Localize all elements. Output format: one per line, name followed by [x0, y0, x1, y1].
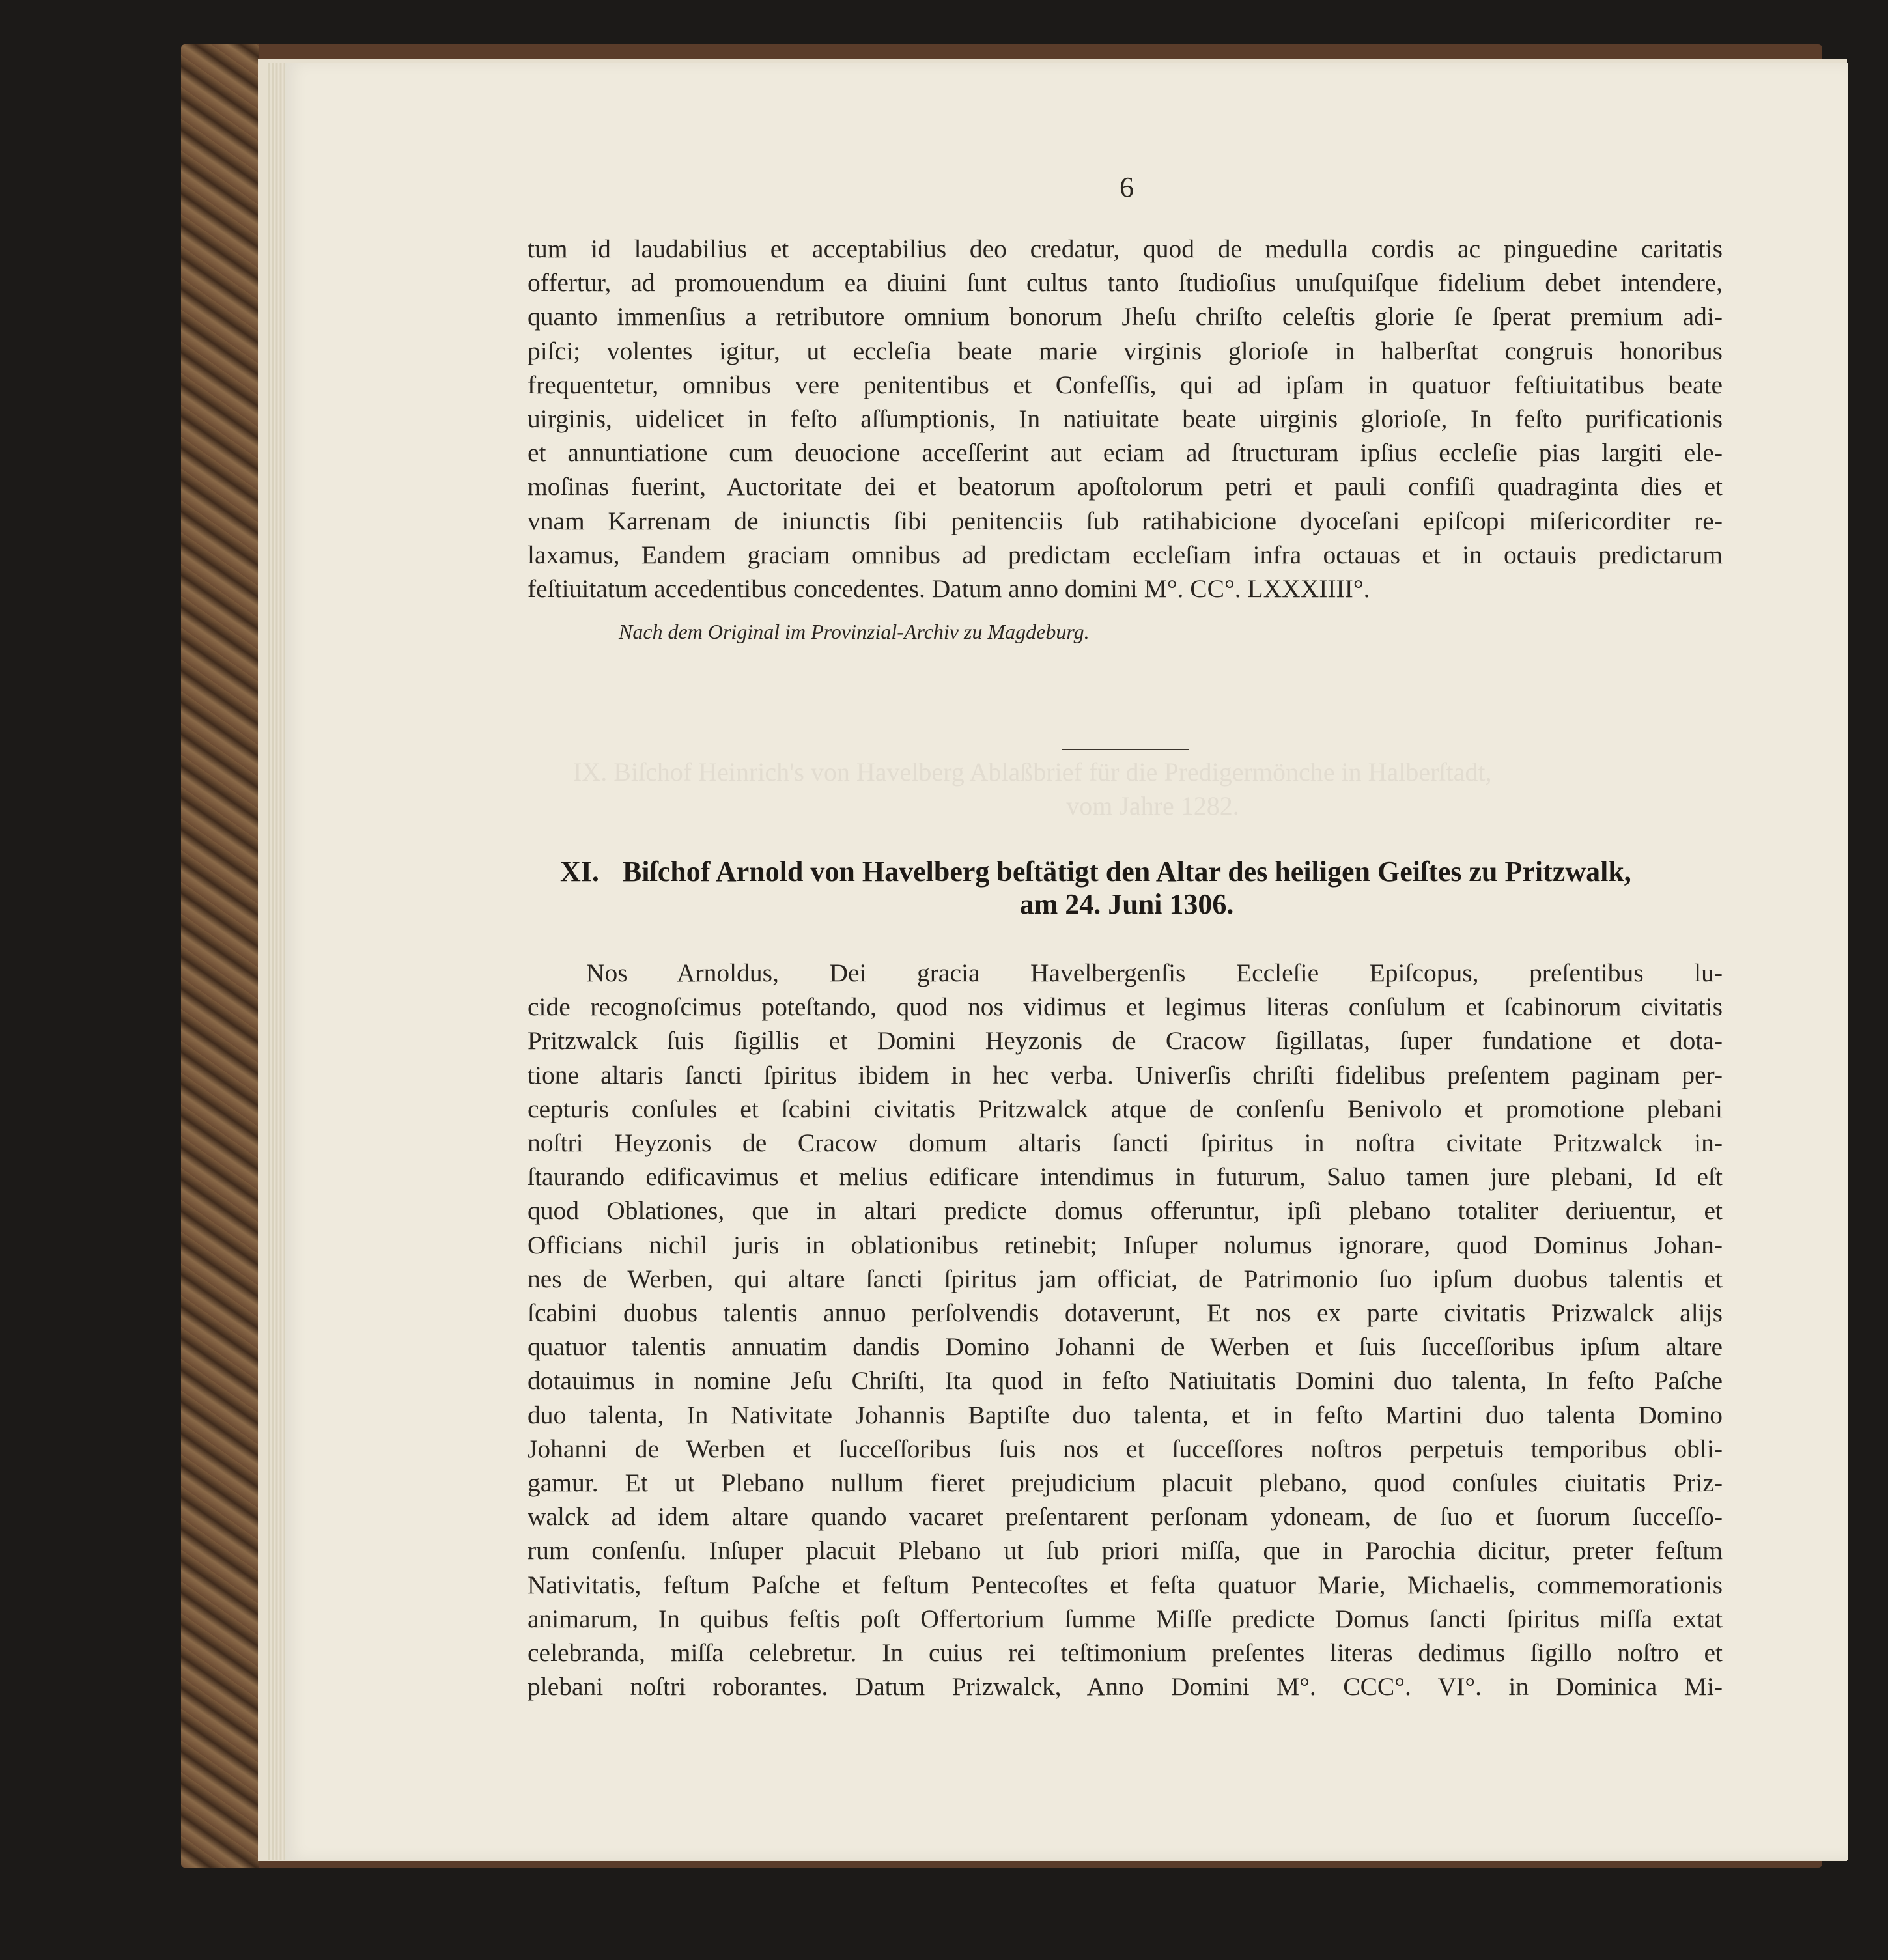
- section-heading: [560, 856, 1719, 921]
- text-line: moſinas fuerint, Auctoritate dei et beatorum apoſtolorum petri et pauli confiſi quadraginta dies et: [528, 472, 1723, 501]
- text-line: Johanni de Werben et ſucceſſoribus ſuis nos et ſucceſſores noſtros perpetuis temporibus obli-: [528, 1434, 1723, 1463]
- text-line: animarum, In quibus feſtis poſt Offertorium ſumme Miſſe predicte Domus ſancti ſpiritus miſſa extat: [528, 1604, 1723, 1633]
- page-number: 6: [1120, 171, 1134, 203]
- text-line: gamur. Et ut Plebano nullum fieret prejudicium placuit plebano, quod conſules ciuitatis Priz-: [528, 1468, 1723, 1498]
- text-line: et annuntiatione cum deuocione acceſſerint aut eciam ad ſtructuram ipſius eccleſie pias largiti ele-: [528, 438, 1723, 468]
- text-line: cide recognoſcimus poteſtando, quod nos vidimus et legimus literas conſulum et ſcabinorum civitatis: [528, 992, 1723, 1022]
- text-line: Nos Arnoldus, Dei gracia Havelbergenſis Eccleſie Epiſcopus, preſentibus lu-: [586, 959, 1723, 987]
- text-line: frequentetur, omnibus vere penitentibus et Confeſſis, qui ad ipſam in quatuor feſtiuitatibus beate: [528, 370, 1723, 399]
- text-line: ſtaurando edificavimus et melius edificare intendimus in futurum, Saluo tamen jure plebani, Id eſt: [528, 1162, 1723, 1192]
- text-line: laxamus, Eandem graciam omnibus ad predictam eccleſiam infra octauas et in octauis predictarum: [528, 540, 1723, 569]
- text-line: feſtiuitatum accedentibus concedentes. Datum anno domini M°. CC°. LXXXIIII°.: [528, 574, 1370, 604]
- section-divider: [1062, 749, 1189, 750]
- text-line: Officians nichil juris in oblationibus retinebit; Inſuper nolumus ignorare, quod Dominus Johan-: [528, 1230, 1723, 1259]
- section-heading-line1: [560, 856, 1719, 888]
- text-line: cepturis conſules et ſcabini civitatis Pritzwalck atque de conſenſu Benivolo et promotione plebani: [528, 1094, 1723, 1123]
- marbled-board: [181, 44, 259, 1868]
- text-line: offertur, ad promouendum ea diuini ſunt cultus tanto ſtudioſius unuſquiſque fidelium debet intendere,: [528, 268, 1723, 298]
- text-line: plebani noſtri roborantes. Datum Prizwalck, Anno Domini M°. CCC°. VI°. in Dominica Mi-: [528, 1672, 1723, 1701]
- text-line: Pritzwalck ſuis ſigillis et Domini Heyzonis de Cracow ſigillatas, ſuper fundatione et dota-: [528, 1026, 1723, 1056]
- text-line: rum conſenſu. Inſuper placuit Plebano ut ſub priori miſſa, que in Parochia dicitur, preter feſtum: [528, 1536, 1723, 1565]
- text-line: dotauimus in nomine Jeſu Chriſti, Ita quod in feſto Natiuitatis Domini duo talenta, In feſto Paſche: [528, 1366, 1723, 1395]
- text-line: Nativitatis, feſtum Paſche et feſtum Pentecoſtes et feſta quatuor Marie, Michaelis, commemorationis: [528, 1570, 1723, 1599]
- text-line: uirginis, uidelicet in feſto aſſumptionis, In natiuitate beate uirginis glorioſe, In feſto purificationis: [528, 404, 1723, 434]
- section-title: Biſchof Arnold von Havelberg beſtätigt den Altar des heiligen Geiſtes zu Pritzwalk,: [622, 856, 1631, 888]
- page-edges: [267, 63, 287, 1860]
- text-line: piſci; volentes igitur, ut eccleſia beate marie virginis glorioſe in halberſtat congruis honoribus: [528, 336, 1723, 365]
- text-line: nes de Werben, qui altare ſancti ſpiritus jam officiat, de Patrimonio ſuo ipſum duobus talentis et: [528, 1264, 1723, 1293]
- text-line: quatuor talentis annuatim dandis Domino Johanni de Werben et ſuis ſucceſſoribus ipſum altare: [528, 1332, 1723, 1362]
- text-line: tum id laudabilius et acceptabilius deo credatur, quod de medulla cordis ac pinguedine caritatis: [528, 234, 1723, 263]
- source-note: Nach dem Original im Provinzial-Archiv zu Magdeburg.: [619, 620, 1090, 643]
- text-line: tione altaris ſancti ſpiritus ibidem in hec verba. Univerſis chriſti fidelibus preſentem paginam per-: [528, 1060, 1723, 1089]
- text-line: celebranda, miſſa celebretur. In cuius rei teſtimonium preſentes literas dedimus ſigillo noſtro et: [528, 1638, 1723, 1668]
- section-date: am 24. Juni 1306.: [1019, 888, 1234, 920]
- text-line: quanto immenſius a retributore omnium bonorum Jheſu chriſto celeſtis glorie ſe ſperat premium adi-: [528, 302, 1723, 331]
- text-line: vnam Karrenam de iniunctis ſibi penitenciis ſub ratihabicione dyoceſani epiſcopi miſericorditer re-: [528, 506, 1723, 535]
- top-paragraph: [528, 232, 1723, 606]
- main-paragraph: [528, 956, 1723, 1703]
- text-line: walck ad idem altare quando vacaret preſentarent perſonam ydoneam, de ſuo et ſuorum ſucceſſo-: [528, 1502, 1723, 1532]
- text-line: ſcabini duobus talentis annuo perſolvendis dotaverunt, Et nos ex parte civitatis Prizwalck alijs: [528, 1298, 1723, 1328]
- section-number: XI.: [560, 856, 599, 888]
- text-line: noſtri Heyzonis de Cracow domum altaris ſancti ſpiritus in noſtra civitate Pritzwalck in-: [528, 1128, 1723, 1158]
- text-line: duo talenta, In Nativitate Johannis Baptiſte duo talenta, et in feſto Martini duo talenta Domino: [528, 1400, 1723, 1429]
- text-line: quod Oblationes, que in altari predicte domus offeruntur, ipſi plebano totaliter deriuentur, et: [528, 1196, 1723, 1225]
